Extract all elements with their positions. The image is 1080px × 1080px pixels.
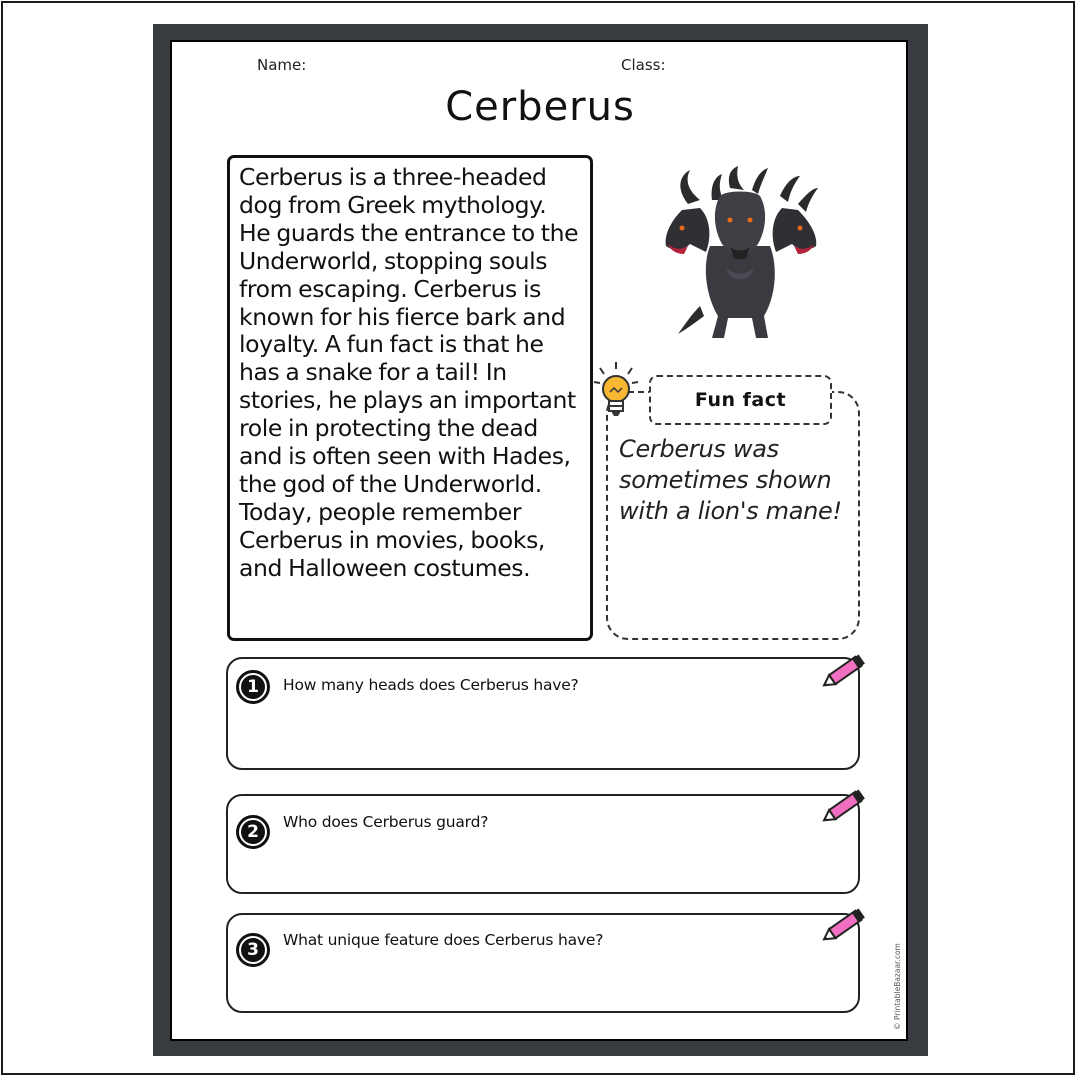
reading-passage-text: Cerberus is a three-headed dog from Greek mythology. He guards the entrance to the Underworld, stopping souls from escaping. Cerberus is known for his fierce bark and loyalty. A fun fact is that he has a snake for a tail! In stories, he plays an important role in protecting the dead and is often seen with Hades, the god of the Underworld. Today, people remember Cerberus in movies, books, and Halloween costumes. [239, 163, 579, 582]
question-number-2: 2 [236, 815, 270, 849]
answer-box-1[interactable] [226, 657, 860, 770]
pencil-icon [818, 785, 870, 829]
class-label: Class: [621, 56, 666, 74]
pencil-icon [818, 650, 870, 694]
lightbulb-icon [592, 360, 640, 420]
reading-passage-box [227, 155, 593, 641]
question-number-3: 3 [236, 933, 270, 967]
pencil-icon [818, 904, 870, 948]
question-number-1: 1 [236, 670, 270, 704]
question-text-1: How many heads does Cerberus have? [283, 676, 579, 694]
question-text-2: Who does Cerberus guard? [283, 813, 489, 831]
copyright-text: © PrintableBazaar.com [893, 943, 902, 1030]
name-label: Name: [257, 56, 307, 74]
answer-box-2[interactable] [226, 794, 860, 894]
page-title: Cerberus [445, 84, 635, 130]
question-text-3: What unique feature does Cerberus have? [283, 931, 604, 949]
three-headed-dog-icon [660, 166, 820, 344]
answer-box-3[interactable] [226, 913, 860, 1013]
fun-fact-text: Cerberus was sometimes shown with a lion's mane! [619, 435, 842, 525]
fun-fact-label: Fun fact [649, 375, 832, 425]
